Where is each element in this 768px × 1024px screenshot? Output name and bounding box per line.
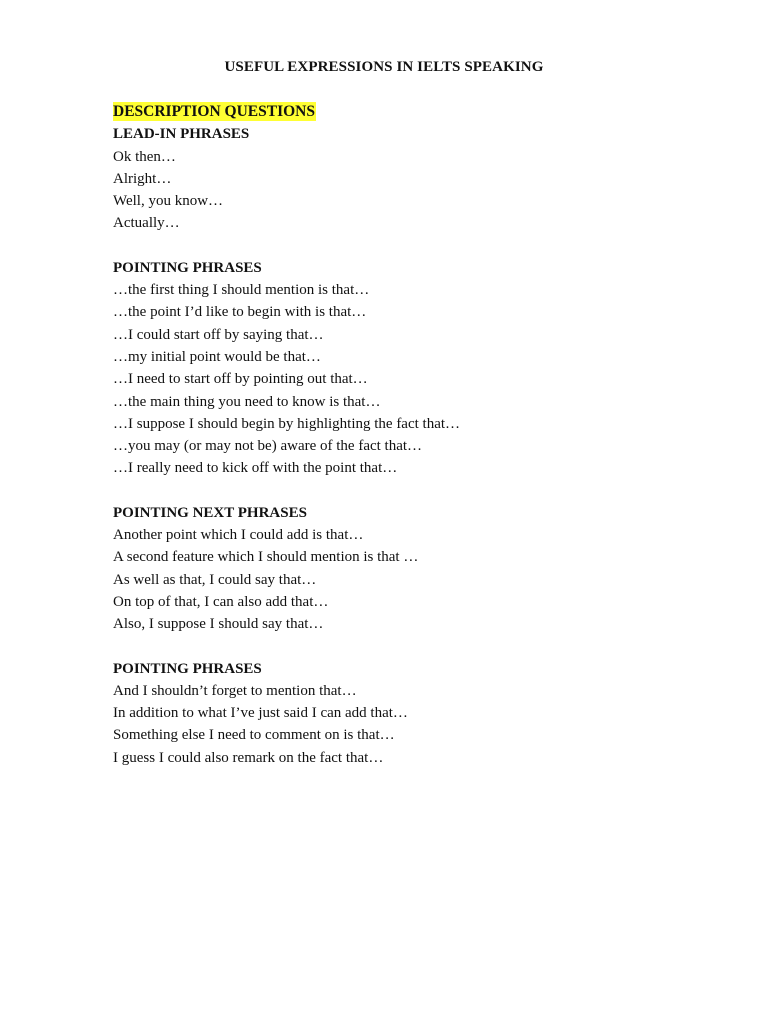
section-gap	[113, 636, 713, 658]
section-pointing-next-phrases	[113, 502, 713, 636]
section-lead-in-phrases	[113, 123, 713, 234]
phrase-line: And I shouldn’t forget to mention that…	[113, 682, 357, 699]
phrase-list	[113, 146, 713, 235]
section-heading: LEAD-IN PHRASES	[113, 126, 250, 143]
phrase-line: As well as that, I could say that…	[113, 571, 317, 588]
section-gap	[113, 235, 713, 257]
phrase-line: Ok then…	[113, 148, 176, 165]
phrase-line: …I really need to kick off with the point that…	[113, 460, 398, 477]
phrase-line: Also, I suppose I should say that…	[113, 616, 324, 633]
phrase-line: …my initial point would be that…	[113, 348, 321, 365]
phrase-line: …the point I’d like to begin with is that…	[113, 304, 367, 321]
phrase-list	[113, 524, 713, 635]
section-pointing-phrases	[113, 257, 713, 480]
phrase-line: …I suppose I should begin by highlighting the fact that…	[113, 415, 461, 432]
phrase-line: On top of that, I can also add that…	[113, 593, 329, 610]
phrase-line: In addition to what I’ve just said I can add that…	[113, 705, 408, 722]
description-questions-heading: DESCRIPTION QUESTIONS	[113, 103, 315, 120]
section-heading: POINTING PHRASES	[113, 660, 262, 677]
phrase-line: …the main thing you need to know is that…	[113, 393, 381, 410]
phrase-list	[113, 279, 713, 480]
description-questions-heading-wrap	[113, 101, 713, 123]
document-body	[113, 101, 713, 769]
phrase-line: …the first thing I should mention is that…	[113, 282, 370, 299]
phrase-line: Something else I need to comment on is that…	[113, 727, 395, 744]
phrase-line: …I could start off by saying that…	[113, 326, 324, 343]
phrase-line: Alright…	[113, 170, 172, 187]
phrase-line: …you may (or may not be) aware of the fact that…	[113, 438, 423, 455]
phrase-line: Another point which I could add is that…	[113, 527, 364, 544]
phrase-line: …I need to start off by pointing out that…	[113, 371, 368, 388]
document-title: USEFUL EXPRESSIONS IN IELTS SPEAKING	[224, 59, 544, 75]
section-heading: POINTING NEXT PHRASES	[113, 504, 307, 521]
phrase-list	[113, 680, 713, 769]
phrase-line: Well, you know…	[113, 193, 224, 210]
phrase-line: A second feature which I should mention is that …	[113, 549, 419, 566]
section-gap	[113, 480, 713, 502]
phrase-line: Actually…	[113, 215, 180, 232]
section-heading: POINTING PHRASES	[113, 259, 262, 276]
phrase-line: I guess I could also remark on the fact that…	[113, 749, 384, 766]
section-pointing-phrases-2	[113, 658, 713, 769]
